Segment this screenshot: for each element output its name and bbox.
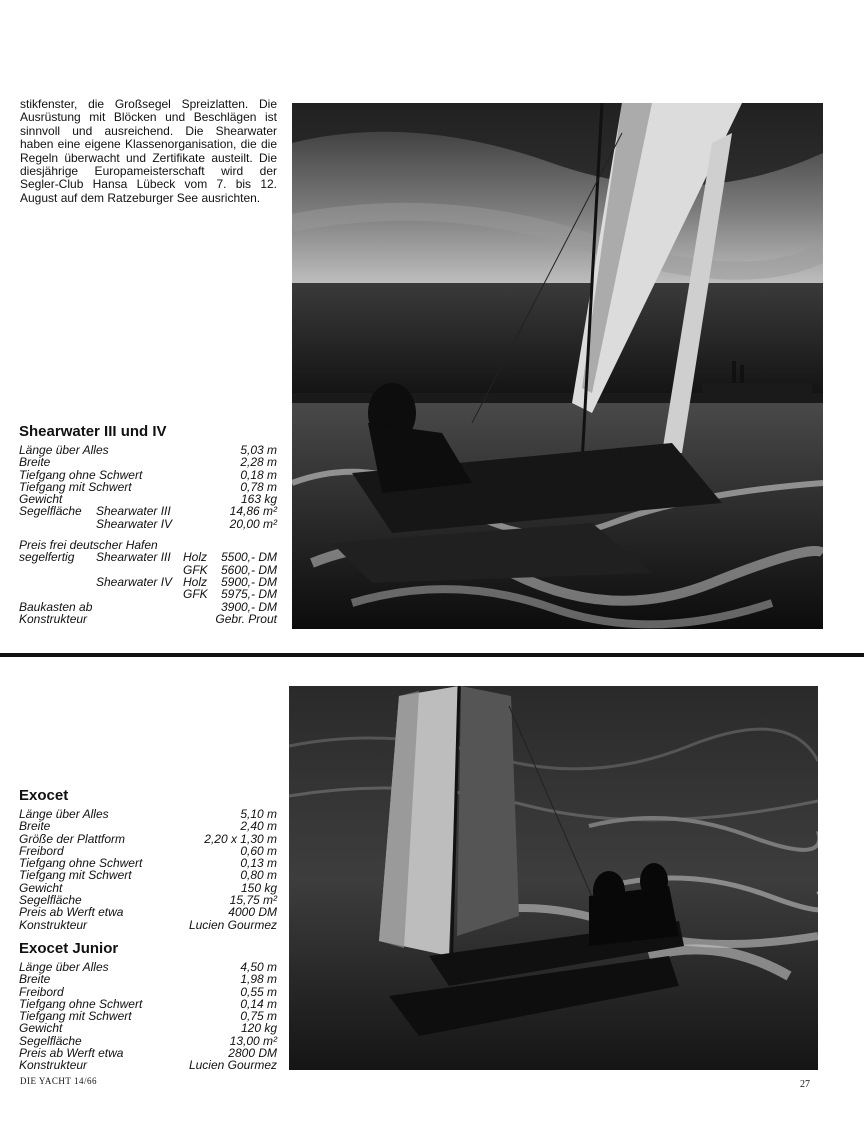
table-row bbox=[19, 456, 277, 468]
sail-iii-name: Shearwater III bbox=[96, 504, 171, 519]
exocet-junior-title: Exocet Junior bbox=[19, 940, 119, 957]
spec-value: 120 kg bbox=[240, 1021, 277, 1036]
spec-label: Länge über Alles bbox=[19, 960, 109, 974]
spec-label: Breite bbox=[19, 972, 51, 987]
spec-label: Freibord bbox=[19, 984, 64, 999]
spec-value: 150 kg bbox=[240, 880, 277, 895]
table-row bbox=[19, 869, 277, 881]
spec-value: 15,75 m² bbox=[229, 893, 277, 908]
designer-label: Konstrukteur bbox=[19, 611, 88, 626]
table-row bbox=[19, 808, 277, 820]
spec-value: 163 kg bbox=[240, 492, 277, 507]
table-row bbox=[19, 906, 277, 918]
price-iv-name: Shearwater IV bbox=[96, 574, 173, 589]
spec-label: Gewicht bbox=[19, 880, 63, 895]
spec-value: 13,00 m² bbox=[229, 1033, 277, 1048]
spec-label: Tiefgang mit Schwert bbox=[19, 479, 132, 494]
price-heading: Preis frei deutscher Hafen bbox=[19, 538, 158, 553]
spec-label: Breite bbox=[19, 455, 51, 470]
spec-label: Tiefgang ohne Schwert bbox=[19, 856, 143, 871]
price-iii-holz: 5500,- DM bbox=[220, 550, 277, 565]
price-iv-gfk: 5975,- DM bbox=[220, 587, 277, 602]
table-row bbox=[19, 444, 277, 456]
spec-label: Tiefgang ohne Schwert bbox=[19, 996, 143, 1011]
gfk-label: GFK bbox=[183, 562, 208, 577]
spec-value: 0,78 m bbox=[240, 479, 277, 494]
table-row bbox=[19, 1022, 277, 1034]
spec-value: 0,14 m bbox=[240, 996, 277, 1011]
exocet-spec-table bbox=[19, 808, 277, 931]
sail-area-block bbox=[19, 505, 277, 530]
exocet-title: Exocet bbox=[19, 787, 69, 804]
price-iv-holz: 5900,- DM bbox=[220, 574, 277, 589]
table-row bbox=[19, 1059, 277, 1071]
spec-label: Segelfläche bbox=[19, 893, 82, 908]
shearwater-specs bbox=[19, 423, 277, 625]
page-number: 27 bbox=[800, 1079, 810, 1090]
price-ready-label: segelfertig bbox=[19, 550, 75, 565]
spec-label: Tiefgang mit Schwert bbox=[19, 868, 132, 883]
spec-value: 4,50 m bbox=[240, 960, 277, 974]
spec-value: 2800 DM bbox=[228, 1046, 277, 1061]
kit-label: Baukasten ab bbox=[19, 599, 93, 614]
spec-label: Konstrukteur bbox=[19, 1058, 88, 1073]
publication-footer: DIE YACHT 14/66 bbox=[20, 1076, 97, 1086]
price-block bbox=[19, 539, 277, 625]
table-row bbox=[19, 973, 277, 985]
spec-value: 5,03 m bbox=[240, 443, 277, 457]
shearwater-photo bbox=[292, 103, 823, 629]
holz-label: Holz bbox=[183, 550, 208, 565]
spec-value: Lucien Gourmez bbox=[188, 917, 277, 932]
designer-value: Gebr. Prout bbox=[215, 611, 277, 626]
exocet-junior-specs bbox=[19, 940, 277, 1072]
gfk-label: GFK bbox=[183, 587, 208, 602]
spec-value: 4000 DM bbox=[228, 905, 277, 920]
spec-value: 0,55 m bbox=[240, 984, 277, 999]
spec-label: Länge über Alles bbox=[19, 807, 109, 821]
sail-iv-value: 20,00 m² bbox=[229, 516, 277, 531]
spec-label: Preis ab Werft etwa bbox=[19, 905, 124, 920]
exocet-specs bbox=[19, 787, 277, 931]
price-iii-gfk: 5600,- DM bbox=[220, 562, 277, 577]
spec-label: Größe der Plattform bbox=[19, 831, 126, 846]
spec-label: Konstrukteur bbox=[19, 917, 88, 932]
table-row bbox=[19, 919, 277, 931]
table-row bbox=[19, 961, 277, 973]
sail-iv-name: Shearwater IV bbox=[96, 516, 173, 531]
spec-label: Tiefgang ohne Schwert bbox=[19, 467, 143, 482]
spec-label: Tiefgang mit Schwert bbox=[19, 1009, 132, 1024]
spec-value: 2,20 x 1,30 m bbox=[204, 831, 277, 846]
spec-value: 2,40 m bbox=[240, 819, 277, 834]
spec-value: 0,13 m bbox=[240, 856, 277, 871]
exocet-photo bbox=[289, 686, 818, 1070]
shearwater-spec-table bbox=[19, 444, 277, 505]
sail-area-label: Segelfläche bbox=[19, 504, 82, 519]
table-row bbox=[19, 820, 277, 832]
spec-value: 0,80 m bbox=[240, 868, 277, 883]
spec-value: Lucien Gourmez bbox=[188, 1058, 277, 1073]
kit-value: 3900,- DM bbox=[220, 599, 277, 614]
spec-value: 2,28 m bbox=[240, 455, 277, 470]
exocet-junior-spec-table bbox=[19, 961, 277, 1072]
section-divider bbox=[0, 653, 864, 657]
spec-value: 5,10 m bbox=[240, 807, 277, 821]
spec-label: Preis ab Werft etwa bbox=[19, 1046, 124, 1061]
sail-iii-value: 14,86 m² bbox=[229, 504, 277, 519]
spec-label: Breite bbox=[19, 819, 51, 834]
price-iii-name: Shearwater III bbox=[96, 550, 171, 565]
spec-label: Länge über Alles bbox=[19, 443, 109, 457]
spec-value: 0,75 m bbox=[240, 1009, 277, 1024]
spec-label: Gewicht bbox=[19, 1021, 63, 1036]
spec-value: 1,98 m bbox=[240, 972, 277, 987]
spec-value: 0,18 m bbox=[240, 467, 277, 482]
spec-label: Freibord bbox=[19, 843, 64, 858]
spec-label: Gewicht bbox=[19, 492, 63, 507]
holz-label: Holz bbox=[183, 574, 208, 589]
spec-label: Segelfläche bbox=[19, 1033, 82, 1048]
intro-paragraph: stikfenster, die Großsegel Spreizlatten. Die Ausrüstung mit Blöcken und Beschlägen ist sinnvoll und ausreichend. Die Shearwater haben eine eigene Klassenorganisation, die die Regeln überwacht und Zertifikate austeilt. Die diesjährige Europameisterschaft wird der Segler-Club Hansa Lübeck vom 7. bis 12. August auf dem Ratzeburger See ausrichten. bbox=[20, 97, 277, 205]
shearwater-title: Shearwater III und IV bbox=[19, 423, 167, 440]
spec-value: 0,60 m bbox=[240, 843, 277, 858]
